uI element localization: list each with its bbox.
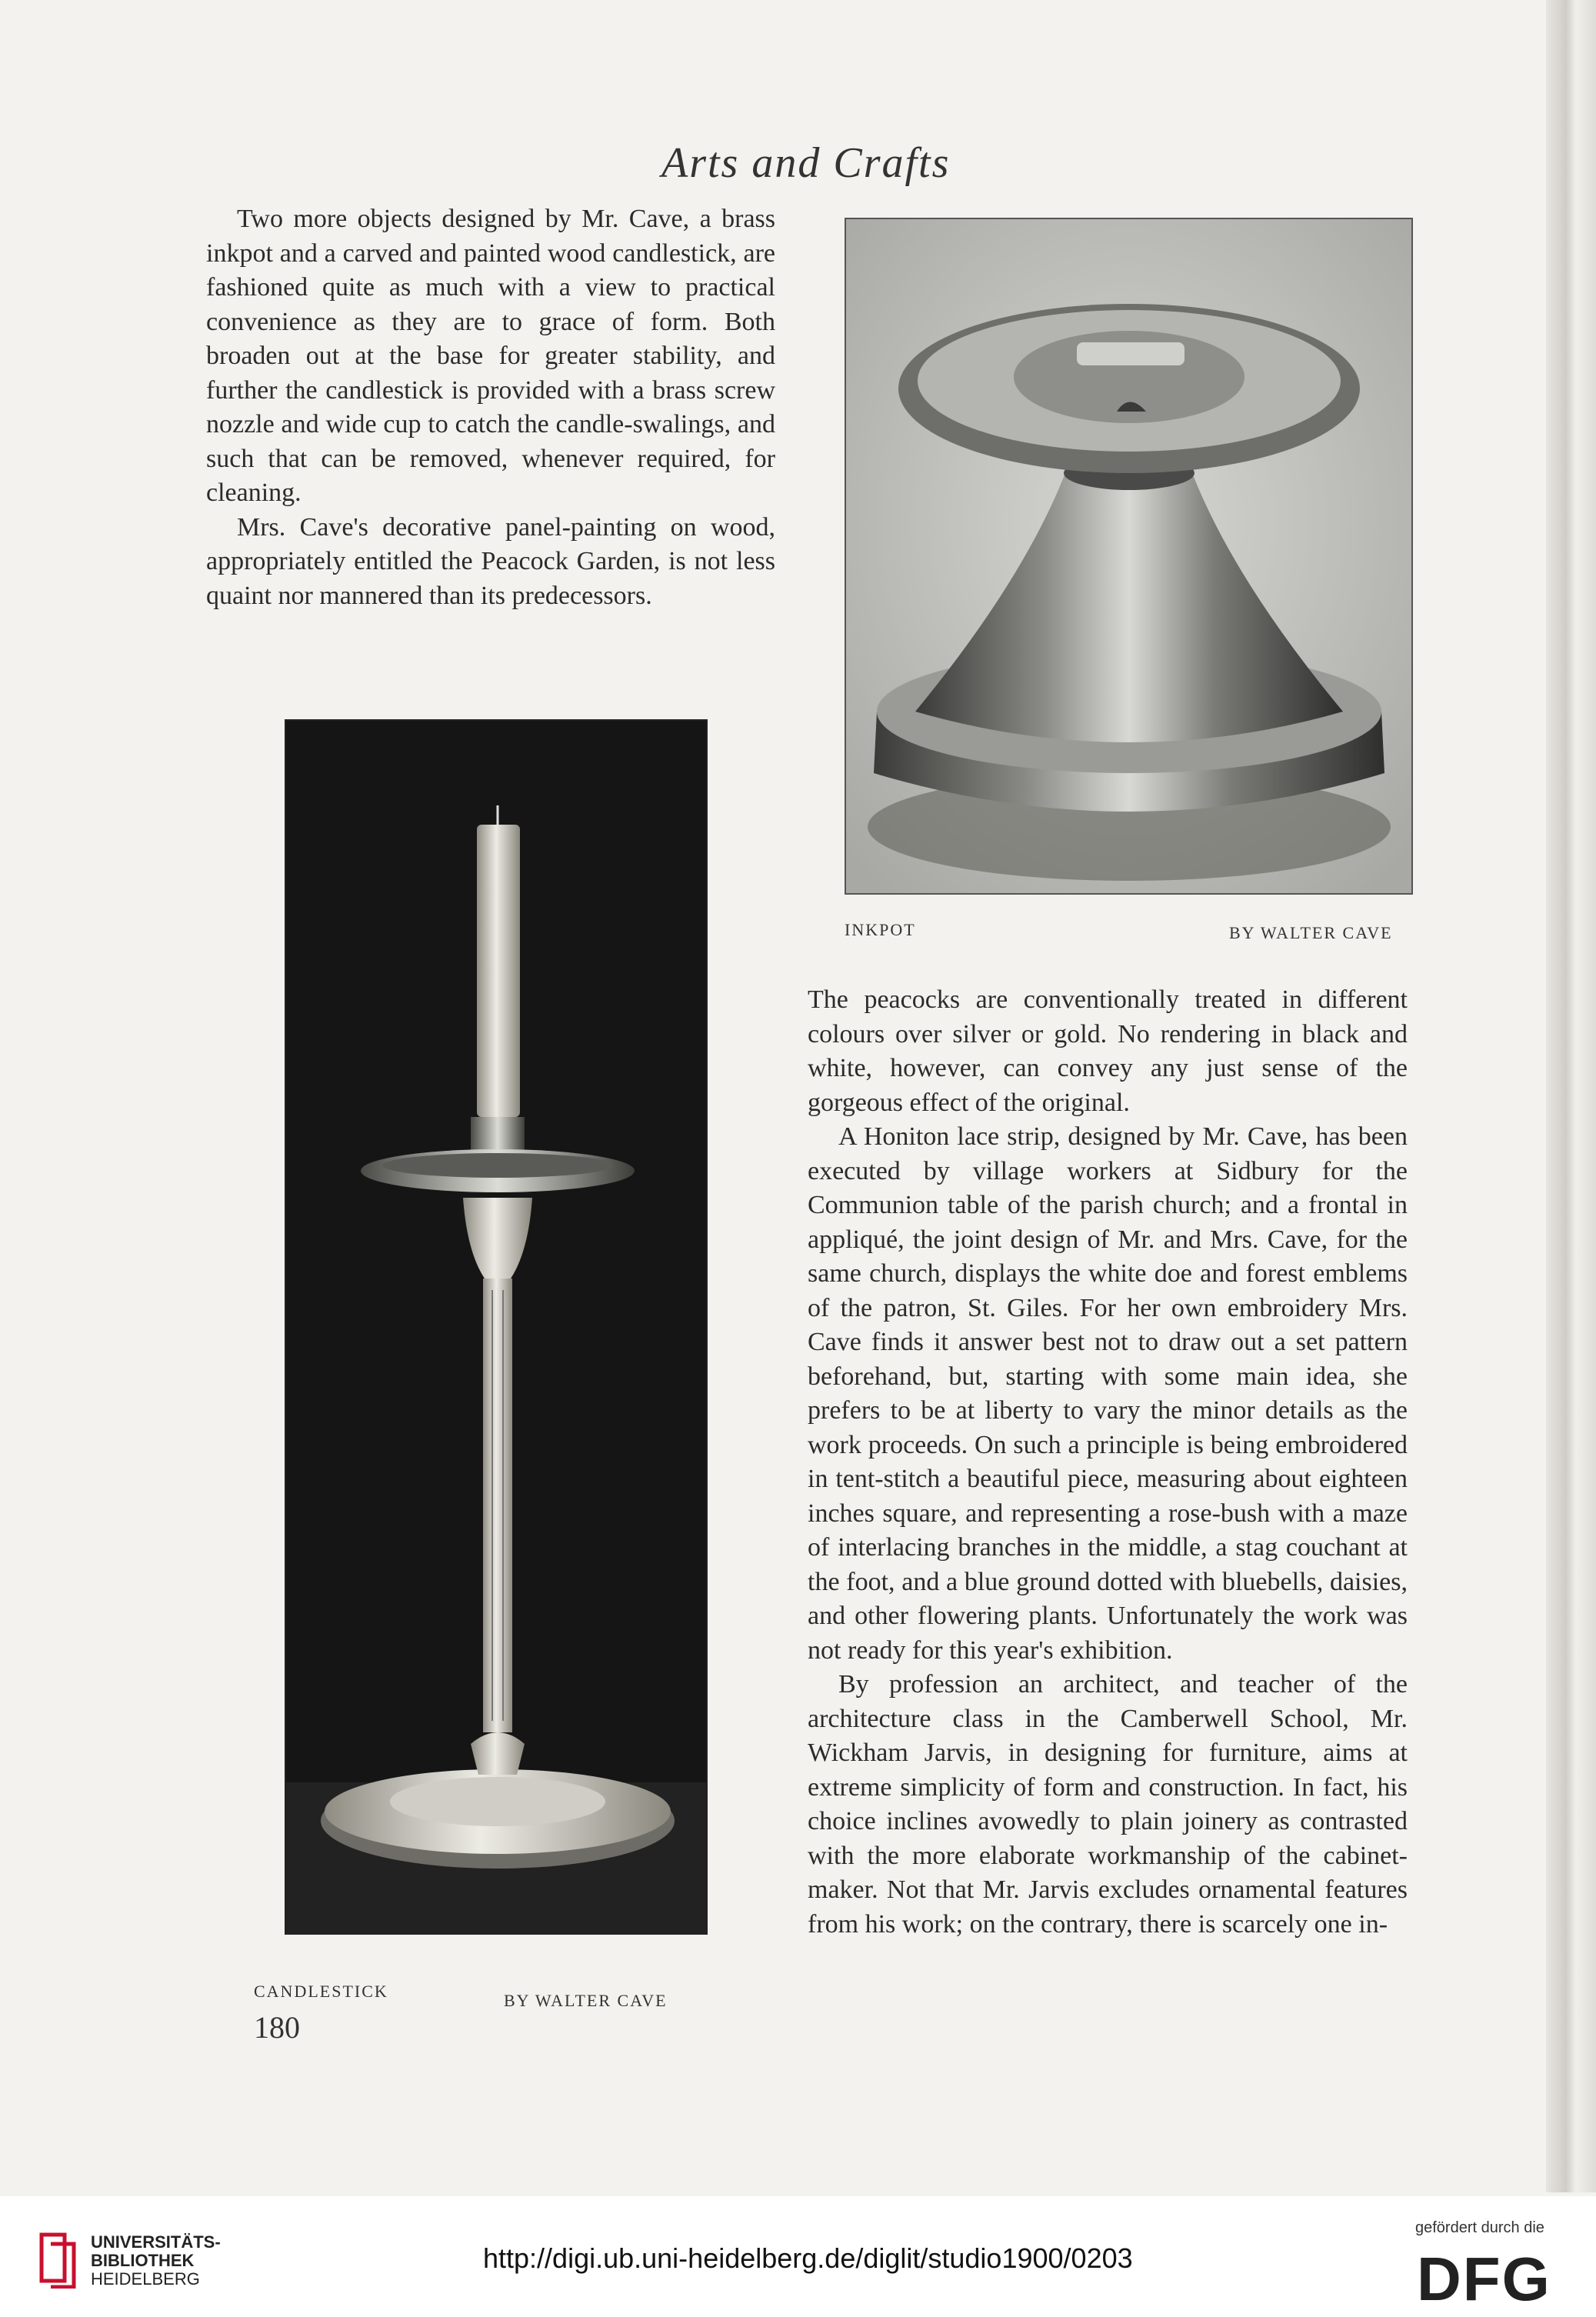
page-edge — [1546, 0, 1596, 2192]
left-column-text — [206, 202, 775, 613]
paragraph: A Honiton lace strip, designed by Mr. Cave, has been executed by village workers at Sidbury for the Communion table of the parish church; and a frontal in appliqué, the joint design of Mr. and Mrs. Cave, for the same church, displays the white doe and forest emblems of the patron, St. Giles. For her own embroidery Mrs. Cave finds it answer best not to draw out a set pattern beforehand, but, starting with some main idea, she prefers to be at liberty to vary the minor details as the work proceeds. On such a principle is being embroidered in tent-stitch a beautiful piece, measuring about eighteen inches square, and representing a rose-bush with a maze of interlacing branches in the middle, a stag couchant at the foot, and a blue ground dotted with bluebells, daisies, and other flowering plants. Unfortunately the work was not ready for this year's exhibition. — [808, 1122, 1408, 1665]
candlestick-caption-credit: BY WALTER CAVE — [504, 1991, 668, 2010]
candlestick-illustration — [286, 721, 706, 1933]
candlestick-caption-title: CANDLESTICK — [254, 1982, 388, 2001]
paragraph: Mrs. Cave's decorative panel-painting on wood, appropriately entitled the Peacock Garden, is not less quaint nor mannered than its predecessors. — [206, 512, 775, 610]
footer-bar — [0, 2196, 1596, 2317]
candlestick-photograph — [285, 719, 708, 1935]
inkpot-illustration — [846, 219, 1411, 893]
funding-note: gefördert durch die — [1415, 2219, 1544, 2236]
paragraph: By profession an architect, and teacher of the architecture class in the Camberwell School, Mr. Wickham Jarvis, in designing for furniture, aims at extreme simplicity of form and construction. In fact, his choice inclines avowedly to plain joinery as contrasted with the more elaborate workmanship of the cabinet-maker. Not that Mr. Jarvis excludes ornamental features from his work; on the contrary, there is scarcely one in- — [808, 1670, 1408, 1939]
right-column-text — [808, 983, 1408, 1942]
library-name: UNIVERSITÄTS- BIBLIOTHEK HEIDELBERG — [91, 2232, 221, 2289]
dfg-logo: DFG — [1417, 2245, 1551, 2313]
page-number: 180 — [254, 2010, 300, 2045]
paragraph: Two more objects designed by Mr. Cave, a brass inkpot and a carved and painted wood candlestick, are fashioned quite as much with a view to practical convenience as they are to grace of form. Both broaden out at the base for greater stability, and further the candlestick is provided with a brass screw nozzle and wide cup to catch the candle-swalings, and such that can be removed, whenever required, for cleaning. — [206, 205, 775, 507]
inkpot-caption-title: INKPOT — [845, 920, 916, 939]
inkpot-photograph — [845, 218, 1413, 895]
paragraph: The peacocks are conventionally treated in different colours over silver or gold. No rendering in black and white, however, can convey any just sense of the gorgeous effect of the original. — [808, 985, 1408, 1117]
running-head: Arts and Crafts — [661, 139, 951, 187]
library-logo-icon — [34, 2227, 80, 2292]
source-url-link[interactable]: http://digi.ub.uni-heidelberg.de/diglit/studio1900/0203 — [483, 2242, 1133, 2274]
inkpot-caption-credit: BY WALTER CAVE — [1229, 923, 1393, 942]
